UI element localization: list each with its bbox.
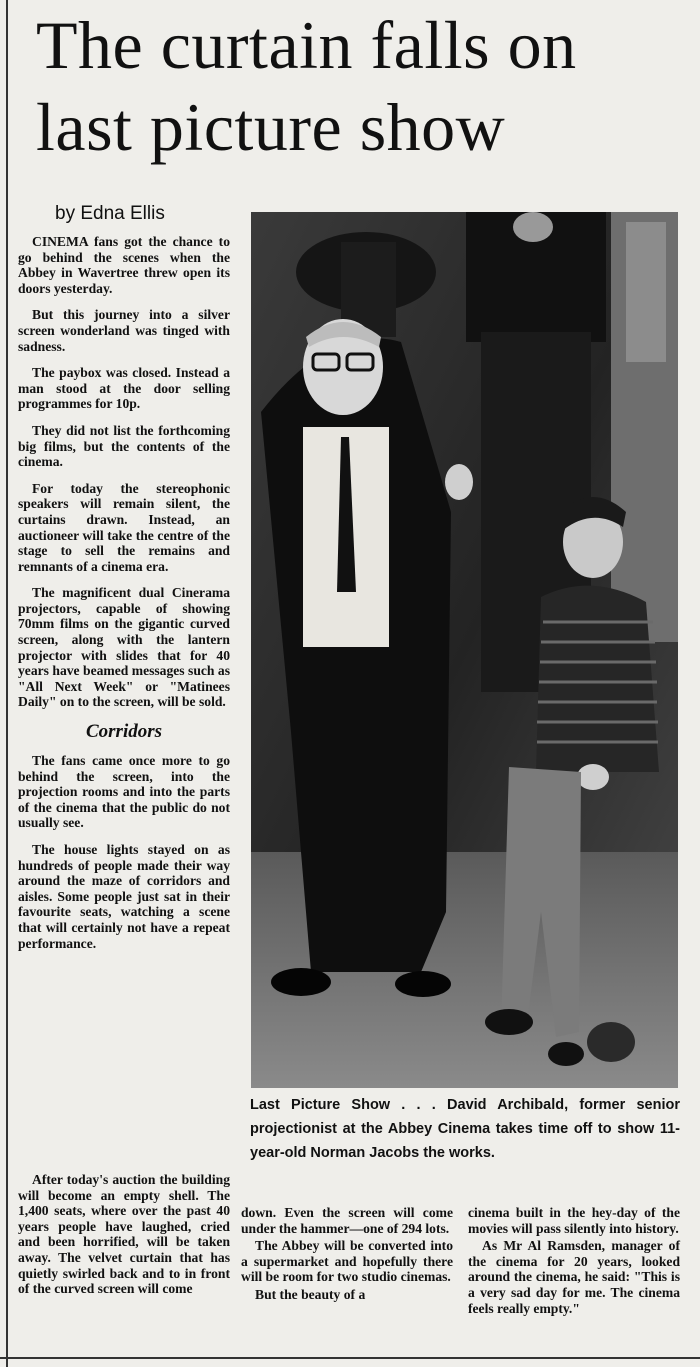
- subheading: Corridors: [85, 721, 163, 743]
- paragraph: down. Even the screen will come under the hammer—one of 294 lots.: [241, 1205, 453, 1236]
- paragraph: The magnificent dual Cinerama projectors, capable of showing 70mm films on the gigantic curved screen, along with the lantern projector with slides that for 40 years have beamed messages such as "All Next Week" or "Matinees Daily" on to the screen, will be sold.: [18, 585, 230, 710]
- article-column-4: [468, 1205, 680, 1318]
- article-column-1: [18, 234, 230, 962]
- headline: The curtain falls on last picture show: [36, 7, 577, 165]
- photo-projectionist-and-boy: [251, 212, 678, 1088]
- paragraph: But the beauty of a: [255, 1286, 366, 1302]
- paragraph: After today's auction the building will become an empty shell. The 1,400 seats, where over the past 40 years people have laughed, cried and been horrified, will be taken away. The velvet curtain that has quietly swirled back and to in front of the curved screen will come: [18, 1172, 230, 1297]
- paragraph: The Abbey will be converted into a supermarket and hopefully there will be room for two studio cinemas.: [241, 1238, 453, 1285]
- paragraph: As Mr Al Ramsden, manager of the cinema for 20 years, looked around the cinema, he said: "This is a very sad day for me. The cinema feels really empty.": [468, 1238, 680, 1316]
- column-rule-left: [6, 0, 8, 1367]
- paragraph: They did not list the forthcoming big films, but the contents of the cinema.: [18, 422, 230, 470]
- article-column-2: [18, 1172, 230, 1299]
- paragraph: But this journey into a silver screen wonderland was tinged with sadness.: [18, 307, 230, 354]
- article-column-3: [241, 1205, 453, 1305]
- bottom-rule: [0, 1357, 700, 1359]
- paragraph: For today the stereophonic speakers will remain silent, the curtains drawn. Instead, an auctioneer will take the centre of the stage to sell the remains and remnants of a cinema era.: [18, 480, 230, 574]
- photo-caption: Last Picture Show . . . David Archibald, former senior projectionist at the Abbey Cinema takes time off to show 11-year-old Norman Jacobs the works.: [250, 1097, 680, 1161]
- byline: by Edna Ellis: [55, 203, 165, 224]
- paragraph: The fans came once more to go behind the screen, into the projection rooms and into the parts of the cinema that the public do not usually see.: [18, 753, 230, 831]
- paragraph: The house lights stayed on as hundreds of people made their way around the maze of corridors and aisles. Some people just sat in their favourite seats, watching a scene that will certainly not have a repeat performance.: [18, 842, 230, 951]
- paragraph: The paybox was closed. Instead a man stood at the door selling programmes for 10p.: [18, 365, 230, 412]
- paragraph: CINEMA fans got the chance to go behind the scenes when the Abbey in Wavertree threw open its doors yesterday.: [18, 234, 230, 296]
- paragraph: cinema built in the hey-day of the movies will pass silently into history.: [468, 1205, 680, 1236]
